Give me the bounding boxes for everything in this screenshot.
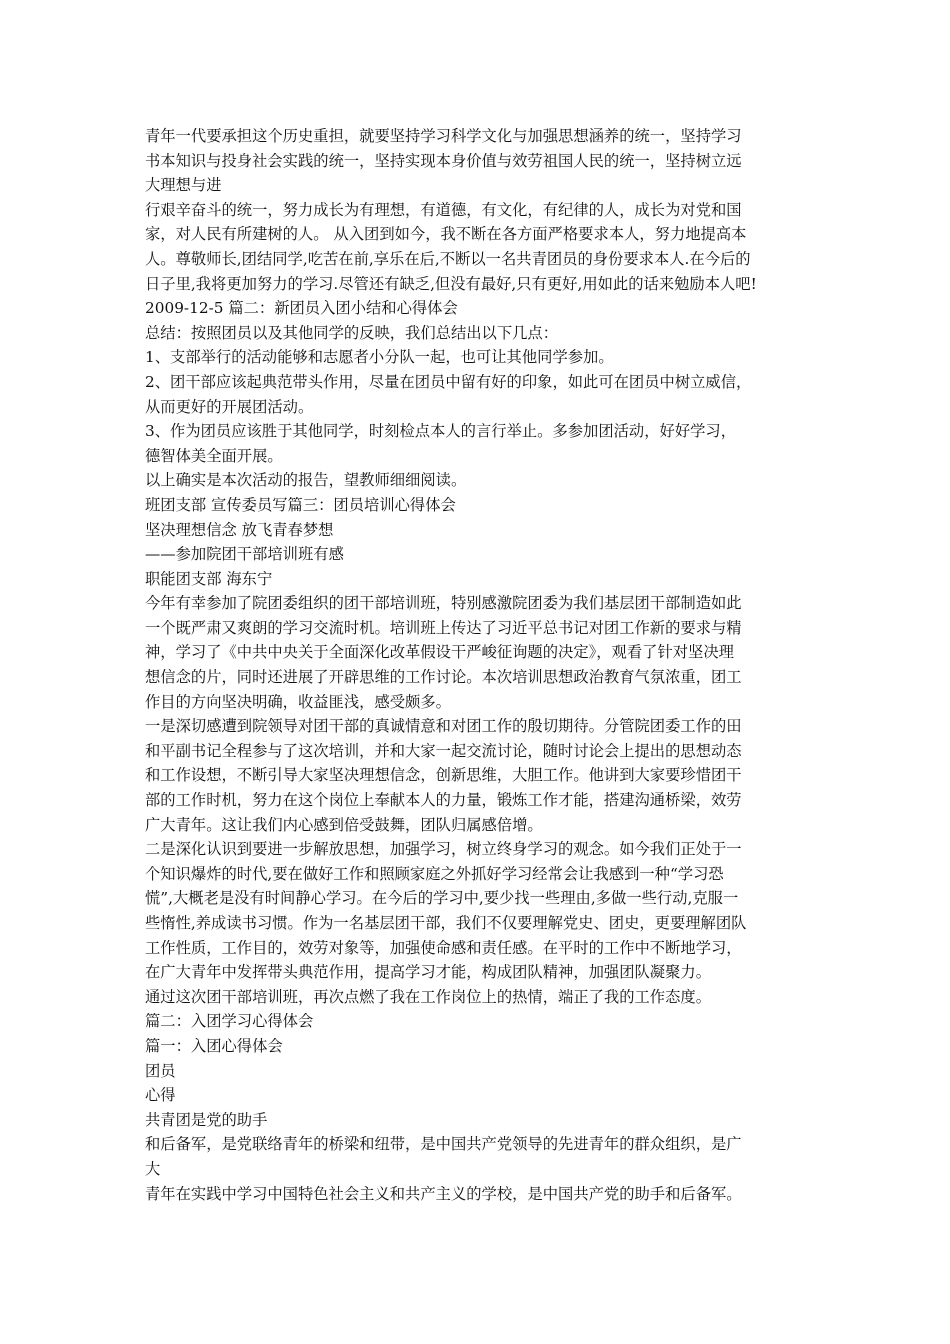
- text-line: 广大青年。这让我们内心感到倍受鼓舞，团队归属感倍增。: [145, 815, 543, 834]
- text-line: 日子里,我将更加努力的学习.尽管还有缺乏,但没有最好,只有更好,用如此的话来勉励本人吧!: [145, 274, 757, 293]
- text-line: 班团支部 宣传委员写篇三：团员培训心得体会: [145, 495, 456, 514]
- text-line: 3、作为团员应该胜于其他同学，时刻检点本人的言行举止。多参加团活动，好好学习，: [145, 422, 737, 441]
- text-line: 和后备军，是党联络青年的桥梁和纽带，是中国共产党领导的先进青年的群众组织，是广: [145, 1135, 742, 1154]
- text-line: 职能团支部 海东宁: [145, 569, 273, 588]
- text-line: 二是深化认识到要进一步解放思想，加强学习，树立终身学习的观念。如今我们正处于一: [145, 840, 742, 859]
- text-line: 青年在实践中学习中国特色社会主义和共产主义的学校，是中国共产党的助手和后备军。: [145, 1184, 742, 1203]
- text-line: 慌”,大概老是没有时间静心学习。在今后的学习中,要少找一些理由,多做一些行动,克服一: [145, 889, 739, 908]
- text-line: 书本知识与投身社会实践的统一，坚持实现本身价值与效劳祖国人民的统一，坚持树立远: [145, 151, 742, 170]
- text-line: ——参加院团干部培训班有感: [145, 545, 344, 564]
- text-line: 2、团干部应该起典范带头作用，尽量在团员中留有好的印象，如此可在团员中树立威信，: [145, 372, 752, 391]
- text-line: 心得: [145, 1086, 176, 1105]
- text-line: 总结：按照团员以及其他同学的反映，我们总结出以下几点：: [145, 323, 559, 342]
- text-line: 篇一：入团心得体会: [145, 1036, 283, 1055]
- text-line: 大: [145, 1159, 161, 1178]
- text-line: 篇二：入团学习心得体会: [145, 1012, 314, 1031]
- text-line: 德智体美全面开展。: [145, 446, 283, 465]
- text-line: 坚决理想信念 放飞青春梦想: [145, 520, 334, 539]
- text-line: 大理想与进: [145, 176, 222, 195]
- text-line: 1、支部举行的活动能够和志愿者小分队一起，也可让其他同学参加。: [145, 348, 614, 367]
- text-line: 工作性质，工作目的，效劳对象等，加强使命感和责任感。在平时的工作中不断地学习，: [145, 938, 742, 957]
- text-line: 些惰性,养成读书习惯。作为一名基层团干部，我们不仅要理解党史、团史，更要理解团队: [145, 914, 747, 932]
- text-line: 想信念的片，同时还进展了开辟思维的工作讨论。本次培训思想政治教育气氛浓重，团工: [145, 668, 742, 687]
- text-line: 一是深切感遭到院领导对团干部的真诚情意和对团工作的殷切期待。分管院团委工作的田: [145, 717, 742, 736]
- text-line: 和工作设想，不断引导大家坚决理想信念，创新思维，大胆工作。他讲到大家要珍惜团干: [145, 766, 742, 785]
- text-line: 2009-12-5 篇二：新团员入团小结和心得体会: [145, 299, 458, 318]
- text-line: 青年一代要承担这个历史重担，就要坚持学习科学文化与加强思想涵养的统一，坚持学习: [145, 127, 742, 145]
- text-line: 团员: [145, 1061, 176, 1080]
- text-line: 以上确实是本次活动的报告，望教师细细阅读。: [145, 471, 467, 490]
- text-line: 和平副书记全程参与了这次培训，并和大家一起交流讨论，随时讨论会上提出的思想动态: [145, 741, 742, 760]
- text-line: 一个既严肃又爽朗的学习交流时机。培训班上传达了习近平总书记对团工作新的要求与精: [145, 618, 742, 637]
- text-line: 共青团是党的助手: [145, 1110, 268, 1129]
- text-line: 从而更好的开展团活动。: [145, 397, 314, 416]
- text-line: 作目的方向坚决明确，收益匪浅，感受颇多。: [145, 692, 451, 711]
- text-line: 神，学习了《中共中央关于全面深化改革假设干严峻征询题的决定》，观看了针对坚决理: [145, 643, 734, 662]
- text-line: 通过这次团干部培训班，再次点燃了我在工作岗位上的热情，端正了我的工作态度。: [145, 987, 711, 1006]
- text-line: 今年有幸参加了院团委组织的团干部培训班，特别感激院团委为我们基层团干部制造如此: [145, 594, 742, 613]
- document-body: [145, 124, 825, 1206]
- text-line: 家，对人民有所建树的人。 从入团到如今，我不断在各方面严格要求本人，努力地提高本: [145, 225, 747, 244]
- text-line: 人。尊敬师长,团结同学,吃苦在前,享乐在后,不断以一名共青团员的身份要求本人.在今后的: [145, 249, 751, 268]
- text-line: 个知识爆炸的时代,要在做好工作和照顾家庭之外抓好学习经常会让我感到一种“学习恐: [145, 864, 724, 883]
- text-line: 在广大青年中发挥带头典范作用，提高学习才能，构成团队精神，加强团队凝聚力。: [145, 963, 711, 982]
- text-line: 行艰辛奋斗的统一，努力成长为有理想，有道德，有文化，有纪律的人，成长为对党和国: [145, 200, 742, 219]
- text-line: 部的工作时机，努力在这个岗位上奉献本人的力量，锻炼工作才能，搭建沟通桥梁，效劳: [145, 791, 742, 810]
